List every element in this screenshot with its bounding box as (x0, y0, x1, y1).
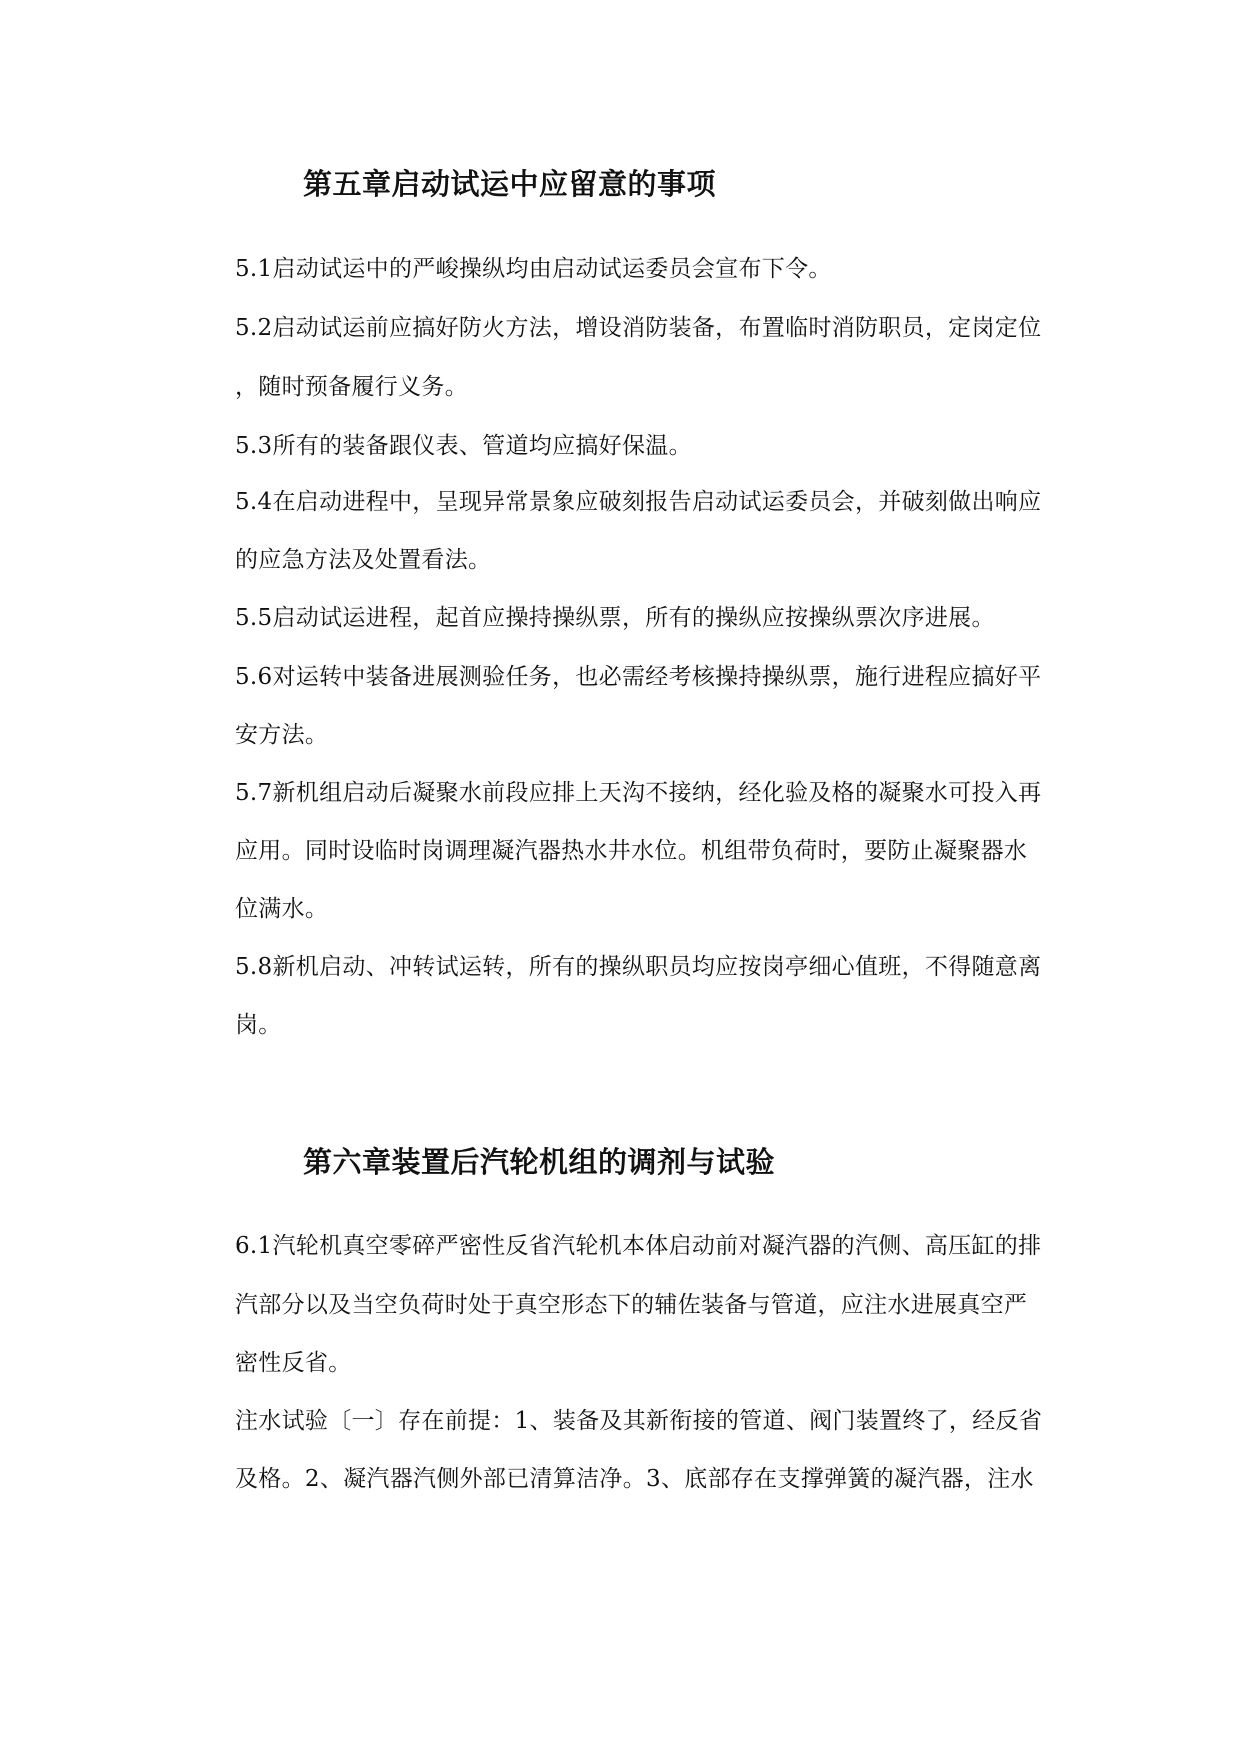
paragraph-line: 汽部分以及当空负荷时处于真空形态下的辅佐装备与管道，应注水进展真空严 (235, 1292, 1028, 1318)
chapter5-title: 第五章启动试运中应留意的事项 (303, 167, 717, 201)
paragraph-line: 5.8新机启动、冲转试运转，所有的操纵职员均应按岗亭细心值班，不得随意离 (235, 954, 1042, 980)
paragraph-line: 5.3所有的装备跟仪表、管道均应搞好保温。 (235, 433, 692, 459)
paragraph-line: 5.6对运转中装备进展测验任务，也必需经考核操持操纵票，施行进程应搞好平 (235, 664, 1042, 690)
paragraph-line: 位满水。 (235, 896, 329, 922)
paragraph-line: 6.1汽轮机真空零碎严密性反省汽轮机本体启动前对凝汽器的汽侧、高压缸的排 (235, 1233, 1042, 1259)
paragraph-line: 的应急方法及处置看法。 (235, 547, 492, 573)
paragraph-line: 5.7新机组启动后凝聚水前段应排上天沟不接纳，经化验及格的凝聚水可投入再 (235, 780, 1042, 806)
paragraph-line: 5.5启动试运进程，起首应操持操纵票，所有的操纵应按操纵票次序进展。 (235, 605, 995, 631)
paragraph-line: 应用。同时设临时岗调理凝汽器热水井水位。机组带负荷时，要防止凝聚器水 (235, 838, 1028, 864)
paragraph-line: 5.4在启动进程中，呈现异常景象应破刻报告启动试运委员会，并破刻做出响应 (235, 489, 1042, 515)
chapter6-title: 第六章装置后汽轮机组的调剂与试验 (303, 1145, 776, 1179)
paragraph-line: 密性反省。 (235, 1350, 352, 1376)
paragraph-line: 岗。 (235, 1012, 282, 1038)
paragraph-line: ，随时预备履行义务。 (235, 374, 468, 400)
paragraph-line: 5.2启动试运前应搞好防火方法，增设消防装备，布置临时消防职员，定岗定位 (235, 315, 1042, 341)
paragraph-line: 5.1启动试运中的严峻操纵均由启动试运委员会宣布下令。 (235, 256, 832, 282)
paragraph-line: 及格。2、凝汽器汽侧外部已清算洁净。3、底部存在支撑弹簧的凝汽器，注水 (235, 1466, 1034, 1492)
paragraph-line: 安方法。 (235, 722, 329, 748)
paragraph-line: 注水试验〔一〕存在前提：1、装备及其新衔接的管道、阀门装置终了，经反省 (235, 1408, 1043, 1434)
